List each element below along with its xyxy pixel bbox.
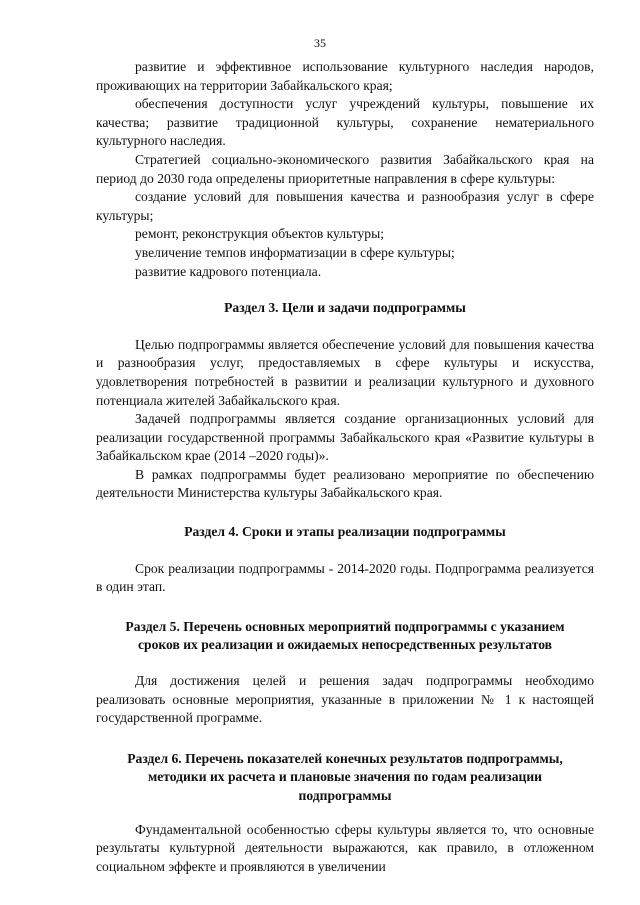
heading-line: Раздел 5. Перечень основных мероприятий подпрограммы с указанием [125, 618, 565, 634]
paragraph: Стратегией социально-экономического развития Забайкальского края на период до 2030 года определены приоритетные направления в сфере культуры: [96, 151, 594, 186]
paragraph: создание условий для повышения качества и разнообразия услуг в сфере культуры; [96, 189, 594, 223]
paragraph: В рамках подпрограммы будет реализовано мероприятие по обеспечению деятельности Министерства культуры Забайкальского края. [96, 466, 594, 501]
section-heading-5 [96, 618, 594, 655]
section-heading-6 [96, 750, 594, 806]
paragraph: Срок реализации подпрограммы - 2014-2020 годы. Подпрограмма реализуется в один этап. [96, 560, 594, 595]
paragraph: Для достижения целей и решения задач подпрограммы необходимо реализовать основные мероприятия, указанные в приложении № 1 к настоящей государственной программе. [96, 673, 594, 726]
section-heading-4: Раздел 4. Сроки и этапы реализации подпрограммы [184, 524, 506, 540]
heading-line: методики их расчета и плановые значения по годам реализации [147, 769, 542, 785]
paragraph: Целью подпрограммы является обеспечение условий для повышения качества и разнообразия услуг, предоставляемых в сфере культуры и искусства, удовлетворения потребностей в развитии и реализации культурного и духовного потенциала жителей Забайкальского края. [96, 336, 594, 408]
paragraph: Задачей подпрограммы является создание организационных условий для реализации государственной программы Забайкальского края «Развитие культуры в Забайкальском крае (2014 –2020 годы)». [96, 411, 594, 464]
paragraph: увеличение темпов информатизации в сфере культуры; [135, 244, 455, 260]
document-body [96, 58, 594, 876]
paragraph: Фундаментальной особенностью сферы культуры является то, что основные результаты культурной деятельности выражаются, как правило, в отложенном социальном эффекте и проявляются в увеличении [96, 821, 594, 874]
heading-line: сроков их реализации и ожидаемых непосредственных результатов [137, 637, 553, 653]
paragraph: обеспечения доступности услуг учреждений культуры, повышение их качества; развитие традиционной культуры, сохранение нематериального культурного наследия. [96, 96, 594, 149]
paragraph: развитие и эффективное использование культурного наследия народов, проживающих на территории Забайкальского края; [96, 59, 594, 93]
heading-line: Раздел 6. Перечень показателей конечных результатов подпрограммы, [127, 750, 563, 766]
paragraph: развитие кадрового потенциала. [135, 263, 322, 279]
section-heading-3: Раздел 3. Цели и задачи подпрограммы [224, 300, 466, 316]
paragraph: ремонт, реконструкция объектов культуры; [135, 226, 384, 242]
heading-line: подпрограммы [298, 788, 392, 803]
page-number: 35 [314, 36, 326, 50]
